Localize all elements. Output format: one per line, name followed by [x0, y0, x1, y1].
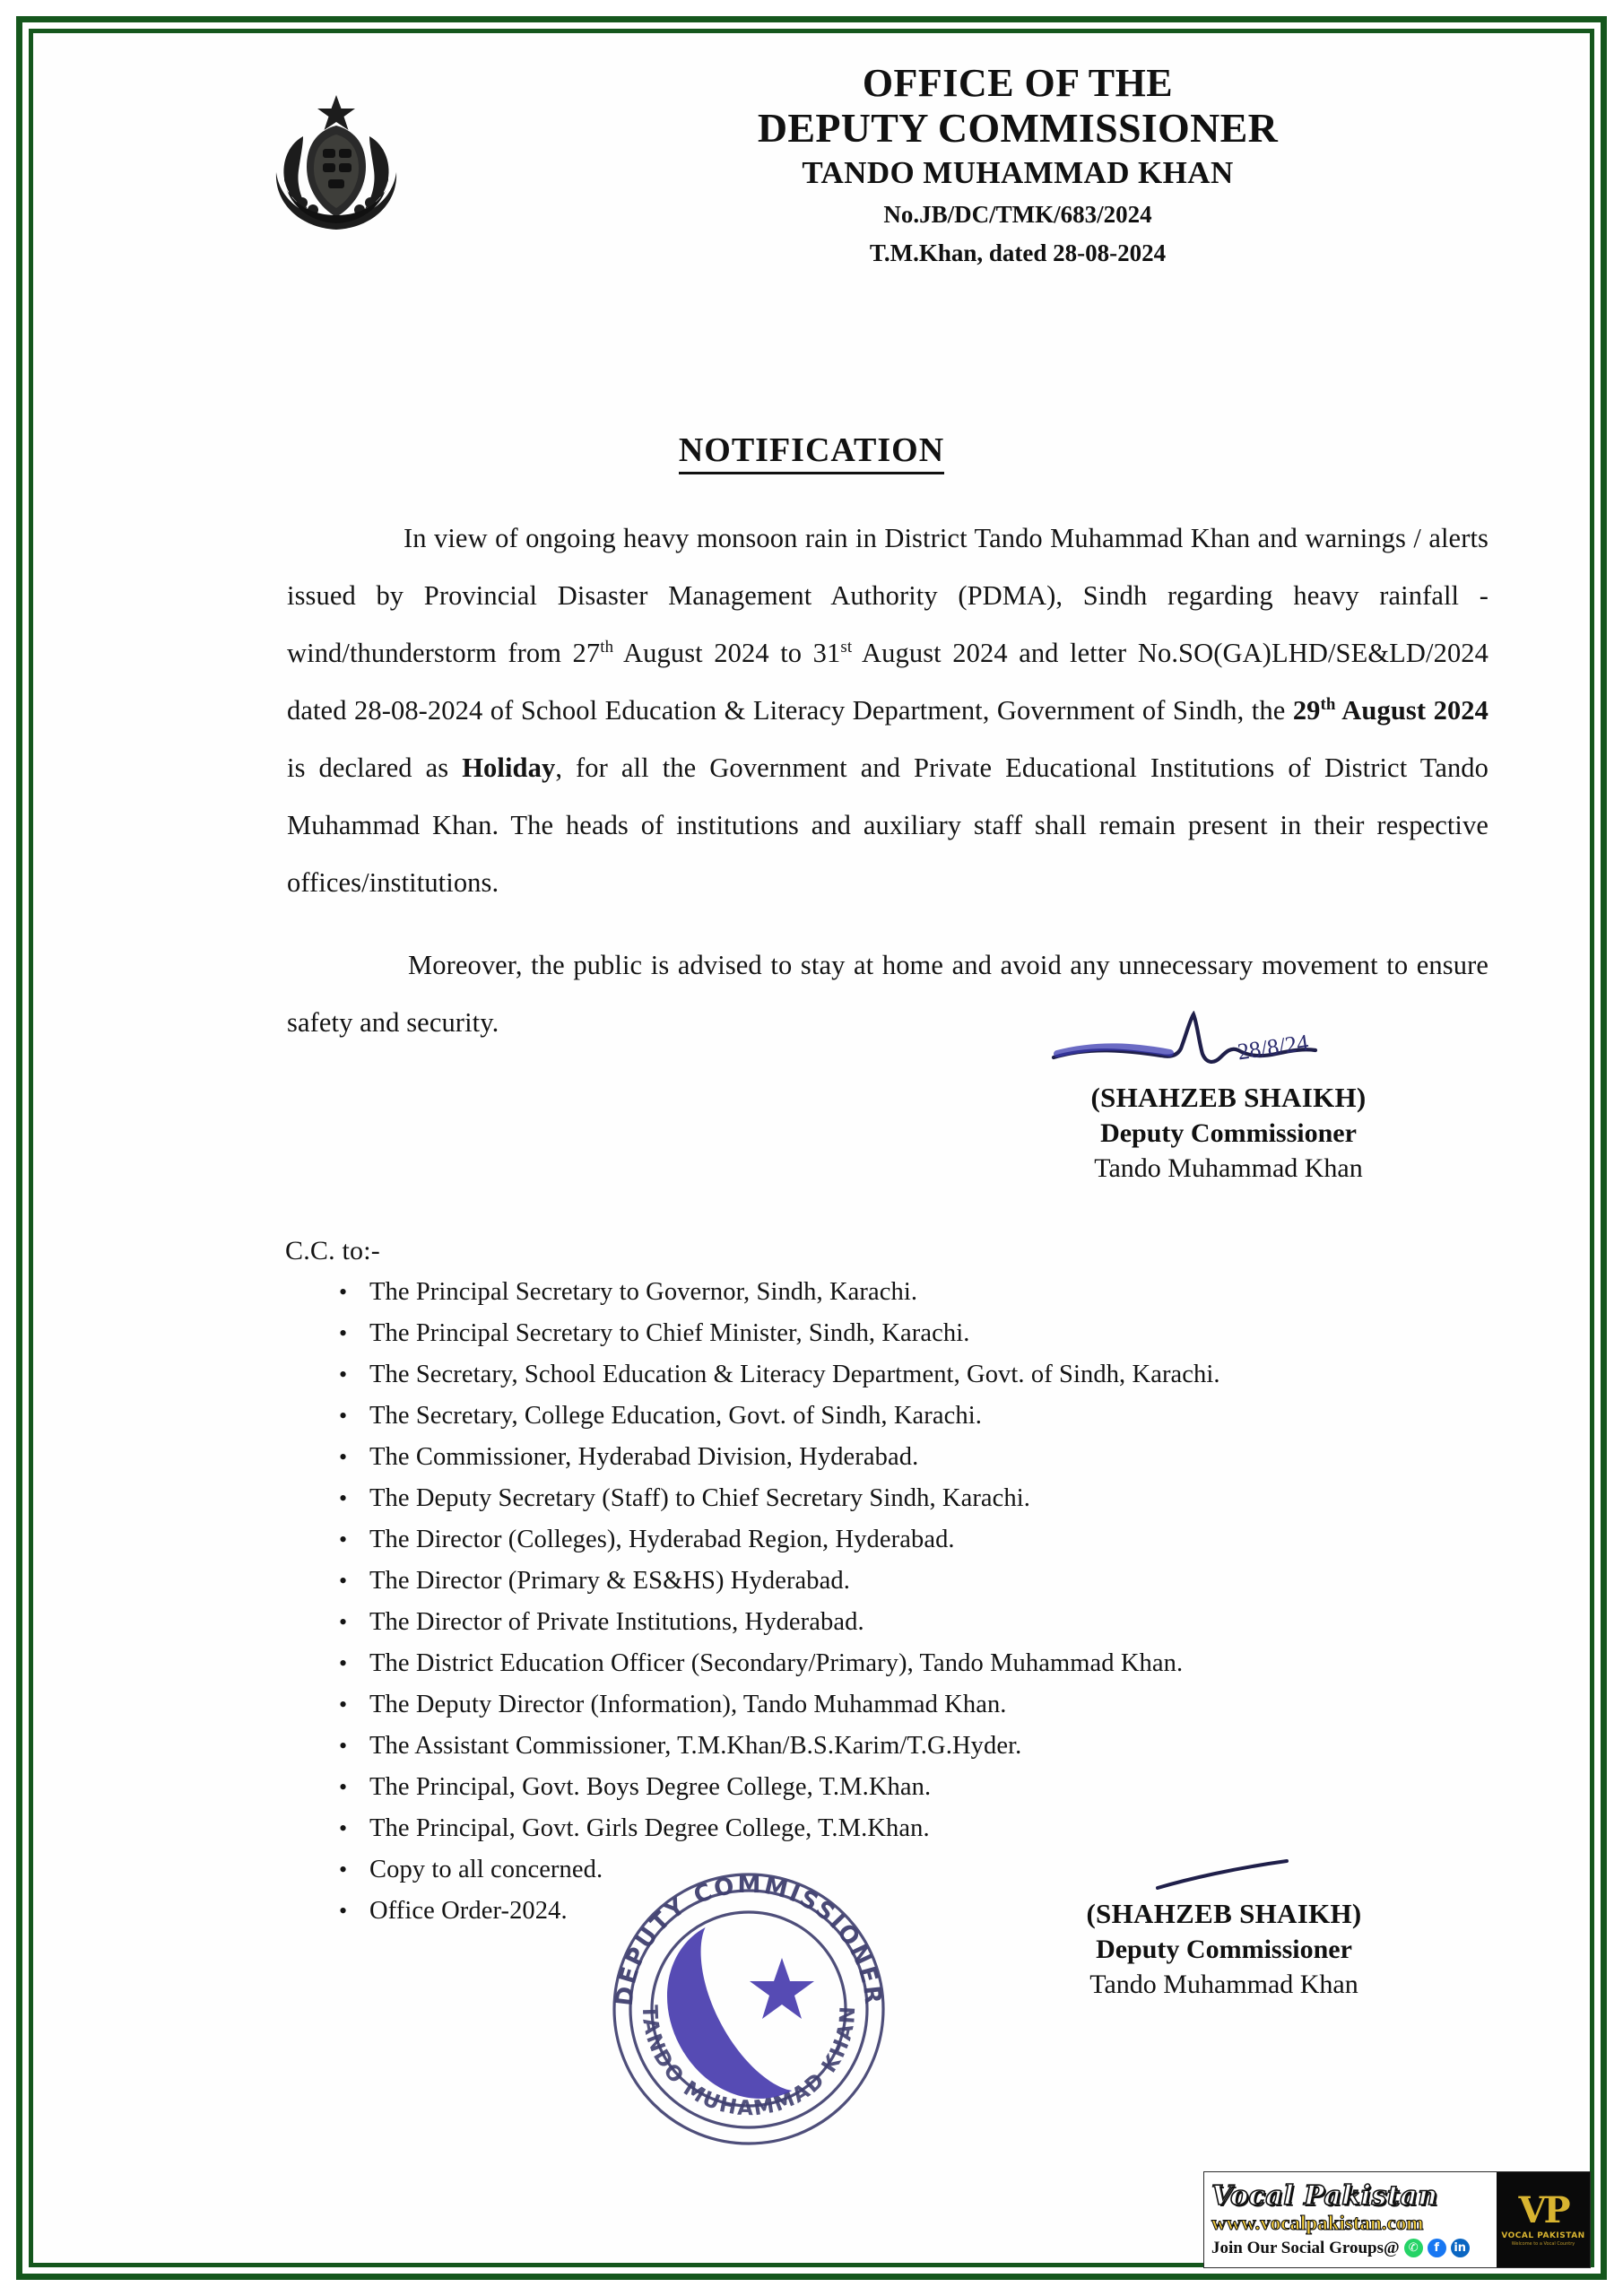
signatory-place-2: Tando Muhammad Khan: [1089, 1969, 1358, 1999]
cc-list-item: • Copy to all concerned.: [339, 1849, 1487, 1891]
facebook-icon[interactable]: f: [1428, 2239, 1446, 2257]
signatory-role-2: Deputy Commissioner: [1096, 1934, 1352, 1964]
cc-list-item: • The Principal, Govt. Boys Degree College, T.M.Khan.: [339, 1767, 1487, 1808]
office-line-2: DEPUTY COMMISSIONER: [757, 105, 1279, 152]
whatsapp-icon[interactable]: ✆: [1404, 2239, 1423, 2257]
holiday-date-month: August 2024: [1335, 695, 1488, 726]
para1-part2: August 2024 to 31: [613, 638, 841, 668]
cc-list-item: • The Deputy Director (Information), Tando Muhammad Khan.: [339, 1684, 1487, 1726]
place-and-date: T.M.Khan, dated 28-08-2024: [869, 239, 1167, 267]
linkedin-icon[interactable]: in: [1451, 2239, 1470, 2257]
watermark-join-text: Join Our Social Groups@: [1211, 2238, 1400, 2257]
cc-list-item: • The Director of Private Institutions, Hyderabad.: [339, 1602, 1487, 1643]
cc-list-item: • The Deputy Secretary (Staff) to Chief Secretary Sindh, Karachi.: [339, 1478, 1487, 1519]
cc-list-item: • The Director (Primary & ES&HS) Hyderabad.: [339, 1561, 1487, 1602]
office-line-1: OFFICE OF THE: [862, 61, 1174, 105]
letterhead: [36, 61, 1587, 267]
watermark-url[interactable]: www.vocalpakistan.com: [1211, 2212, 1424, 2235]
signatory-name: (SHAHZEB SHAIKH): [1090, 1082, 1367, 1113]
svg-text:DEPUTY COMMISSIONER: [612, 1872, 887, 2007]
cc-list-item: • The Principal Secretary to Chief Minister, Sindh, Karachi.: [339, 1313, 1487, 1354]
cc-list-item: • The Principal, Govt. Girls Degree College, T.M.Khan.: [339, 1808, 1487, 1849]
watermark-logo-name: VOCAL PAKISTAN: [1501, 2231, 1585, 2240]
signature-ink-date: 28/8/24: [1236, 1029, 1311, 1065]
cc-block: [285, 1236, 1487, 1932]
signatory-place: Tando Muhammad Khan: [1094, 1152, 1363, 1183]
para1-sup-29th: th: [1320, 694, 1336, 714]
signatory-name-2: (SHAHZEB SHAIKH): [1086, 1898, 1362, 1929]
watermark-logo-tagline: Welcome to a Vocal Country: [1511, 2241, 1575, 2247]
watermark-text-area: [1204, 2172, 1497, 2267]
stamp-top-text: DEPUTY COMMISSIONER: [611, 1871, 887, 2008]
para1-sup-27th: th: [600, 637, 614, 657]
cc-list-item: • The Principal Secretary to Governor, Sindh, Karachi.: [339, 1272, 1487, 1313]
handwritten-signature-icon: [1036, 1011, 1412, 1091]
cc-list: [285, 1272, 1487, 1932]
letterhead-text: [538, 61, 1497, 271]
para1-part3: August 2024 and letter No.SO(GA)LHD/SE&LD/2024 dated 28-08-2024 of School Education & Literacy Department, Government of Sindh, the: [287, 638, 1489, 726]
para1-part4: is declared as: [287, 752, 463, 783]
stamp-bottom-text: TANDO MUHAMMAD KHAN: [637, 2004, 861, 2121]
watermark-logo-mark: VP: [1518, 2189, 1568, 2231]
page-title-text: NOTIFICATION: [679, 431, 944, 474]
office-district: TANDO MUHAMMAD KHAN: [802, 154, 1234, 190]
pakistan-state-emblem-icon: [251, 90, 421, 233]
para1-sup-31st: st: [840, 637, 853, 657]
cc-list-item: • Office Order-2024.: [339, 1891, 1487, 1932]
cc-list-item: • The Secretary, College Education, Govt. of Sindh, Karachi.: [339, 1396, 1487, 1437]
page-title: [36, 430, 1587, 470]
document-page: [36, 36, 1587, 2260]
holiday-date-number: 29: [1292, 695, 1321, 726]
body-paragraph-1: [287, 509, 1488, 911]
body-paragraph-2: Moreover, the public is advised to stay at home and avoid any unnecessary movement to ensure safety and security.: [287, 950, 1488, 1038]
cc-list-item: • The District Education Officer (Secondary/Primary), Tando Muhammad Khan.: [339, 1643, 1487, 1684]
para1-part5: , for all the Government and Private Educational Institutions of District Tando Muhammad Khan. The heads of institutions and auxiliary staff shall remain present in their respective offices/institutions.: [287, 752, 1489, 898]
handwritten-stroke-icon: [1152, 1859, 1305, 1892]
signature-block-primary: [950, 1029, 1506, 1186]
cc-list-item: • The Commissioner, Hyderabad Division, Hyderabad.: [339, 1437, 1487, 1478]
cc-list-item: • The Assistant Commissioner, T.M.Khan/B.S.Karim/T.G.Hyder.: [339, 1726, 1487, 1767]
official-round-stamp: [592, 1852, 906, 2166]
watermark-social-row: [1211, 2239, 1491, 2258]
para1-part1: In view of ongoing heavy monsoon rain in District Tando Muhammad Khan and warnings / alerts issued by Provincial Disaster Management Authority (PDMA), Sindh regarding heavy rainfall - wind/thunderstorm from 27: [287, 523, 1488, 668]
signatory-role: Deputy Commissioner: [1100, 1118, 1357, 1148]
watermark-logo: [1497, 2172, 1590, 2267]
holiday-keyword: Holiday: [462, 752, 556, 783]
reference-number: No.JB/DC/TMK/683/2024: [883, 200, 1152, 228]
cc-label: C.C. to:-: [285, 1236, 380, 1265]
notification-body: [287, 509, 1488, 1051]
signature-block-secondary: [946, 1897, 1502, 2002]
cc-list-item: • The Director (Colleges), Hyderabad Region, Hyderabad.: [339, 1519, 1487, 1561]
vocal-pakistan-watermark[interactable]: [1203, 2171, 1591, 2268]
cc-list-item: • The Secretary, School Education & Literacy Department, Govt. of Sindh, Karachi.: [339, 1354, 1487, 1396]
watermark-brand: Vocal Pakistan: [1211, 2180, 1438, 2213]
